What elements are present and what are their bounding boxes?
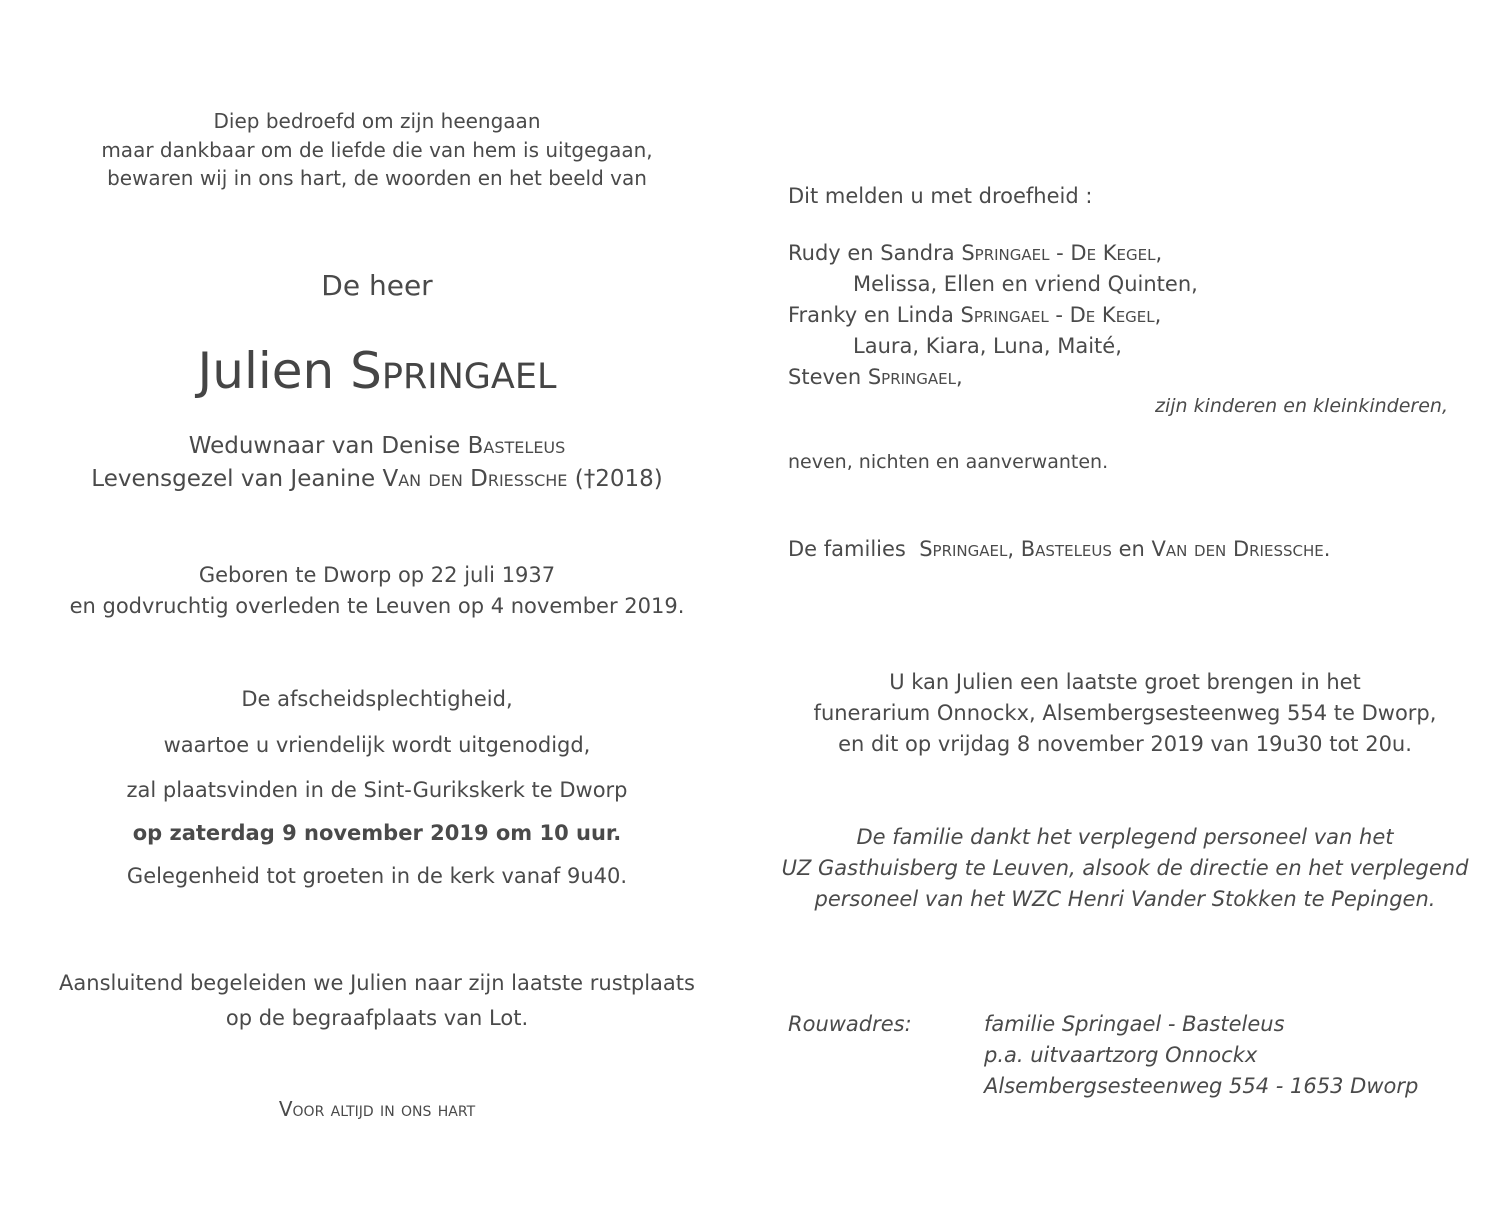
address-line-2: p.a. uitvaartzorg Onnockx [984, 1043, 1258, 1067]
families-surname-3: Van den Driessche [1151, 537, 1324, 561]
family-line-3 [788, 305, 1161, 326]
families-surname-1: Springael [919, 537, 1008, 561]
intro-line-1: Diep bedroefd om zijn heengaan [213, 109, 541, 133]
burial-line-1: Aansluitend begeleiden we Julien naar zijn laatste rustplaats [59, 971, 695, 995]
families-separator-2: en [1111, 537, 1152, 561]
family-name-prefix: Franky en Linda [788, 303, 961, 327]
intro-line-2: maar dankbaar om de liefde die van hem is uitgegaan, [101, 138, 653, 162]
families-prefix: De families [788, 537, 920, 561]
burial-line-2: op de begraafplaats van Lot. [225, 1006, 529, 1030]
death-line: en godvruchtig overleden te Leuven op 4 november 2019. [69, 594, 685, 618]
thanks-line-2: UZ Gasthuisberg te Leuven, alsook de directie en het verplegend [781, 856, 1469, 880]
family-surname: Springael - De Kegel [961, 241, 1156, 265]
partner-surname: Van den Driessche [382, 466, 568, 492]
children-note: zijn kinderen en kleinkinderen, [1155, 395, 1448, 417]
family-suffix: , [956, 365, 963, 389]
families-separator-1: , [1007, 537, 1021, 561]
deceased-last-name: Springael [350, 342, 557, 400]
families-surname-2: Basteleus [1020, 537, 1112, 561]
intro-line-3: bewaren wij in ons hart, de woorden en het beeld van [107, 166, 647, 190]
widower-surname: Basteleus [467, 433, 566, 459]
visit-line-3: en dit op vrijdag 8 november 2019 van 19u30 tot 20u. [838, 732, 1412, 756]
family-name-prefix: Steven [788, 365, 868, 389]
ceremony-line-2: waartoe u vriendelijk wordt uitgenodigd, [163, 733, 591, 757]
ceremony-date: op zaterdag 9 november 2019 om 10 uur. [132, 821, 622, 845]
family-name-prefix: Rudy en Sandra [788, 241, 962, 265]
visit-line-2: funerarium Onnockx, Alsembergsesteenweg 554 te Dworp, [813, 701, 1437, 725]
family-suffix: , [1155, 241, 1163, 265]
partner-prefix: Levensgezel van Jeanine [91, 466, 383, 492]
family-line-2: Melissa, Ellen en vriend Quinten, [853, 272, 1198, 296]
deceased-first-name: Julien [197, 342, 335, 400]
family-surname: Springael - De Kegel [960, 303, 1155, 327]
birth-line: Geboren te Dworp op 22 juli 1937 [198, 563, 556, 587]
family-line-4: Laura, Kiara, Luna, Maité, [853, 334, 1122, 358]
partner-line [40, 468, 714, 491]
address-line-1: familie Springael - Basteleus [984, 1012, 1285, 1036]
ceremony-line-3: zal plaatsvinden in de Sint-Gurikskerk te Dworp [126, 778, 628, 802]
announce-line: Dit melden u met droefheid : [788, 184, 1093, 208]
families-suffix: . [1323, 537, 1331, 561]
address-label: Rouwadres: [788, 1012, 912, 1036]
family-line-5 [788, 367, 963, 388]
thanks-line-1: De familie dankt het verplegend personeel van het [856, 825, 1394, 849]
greeting-opportunity: Gelegenheid tot groeten in de kerk vanaf 9u40. [126, 864, 628, 888]
closing-line: Voor altijd in ons hart [278, 1097, 476, 1121]
families-line [788, 539, 1330, 560]
visit-line-1: U kan Julien een laatste groet brengen in het [889, 670, 1361, 694]
address-line-3: Alsembergsesteenweg 554 - 1653 Dworp [984, 1074, 1419, 1098]
widower-line [40, 435, 714, 458]
partner-suffix: (†2018) [567, 466, 663, 492]
family-suffix: , [1154, 303, 1162, 327]
family-line-1 [788, 243, 1162, 264]
ceremony-line-1: De afscheidsplechtigheid, [241, 687, 513, 711]
deceased-name [40, 342, 714, 400]
thanks-line-3: personeel van het WZC Henri Vander Stokken te Pepingen. [814, 887, 1436, 911]
widower-prefix: Weduwnaar van Denise [188, 433, 468, 459]
family-surname: Springael [867, 365, 956, 389]
relatives-line: neven, nichten en aanverwanten. [788, 451, 1109, 473]
salutation: De heer [321, 269, 433, 302]
